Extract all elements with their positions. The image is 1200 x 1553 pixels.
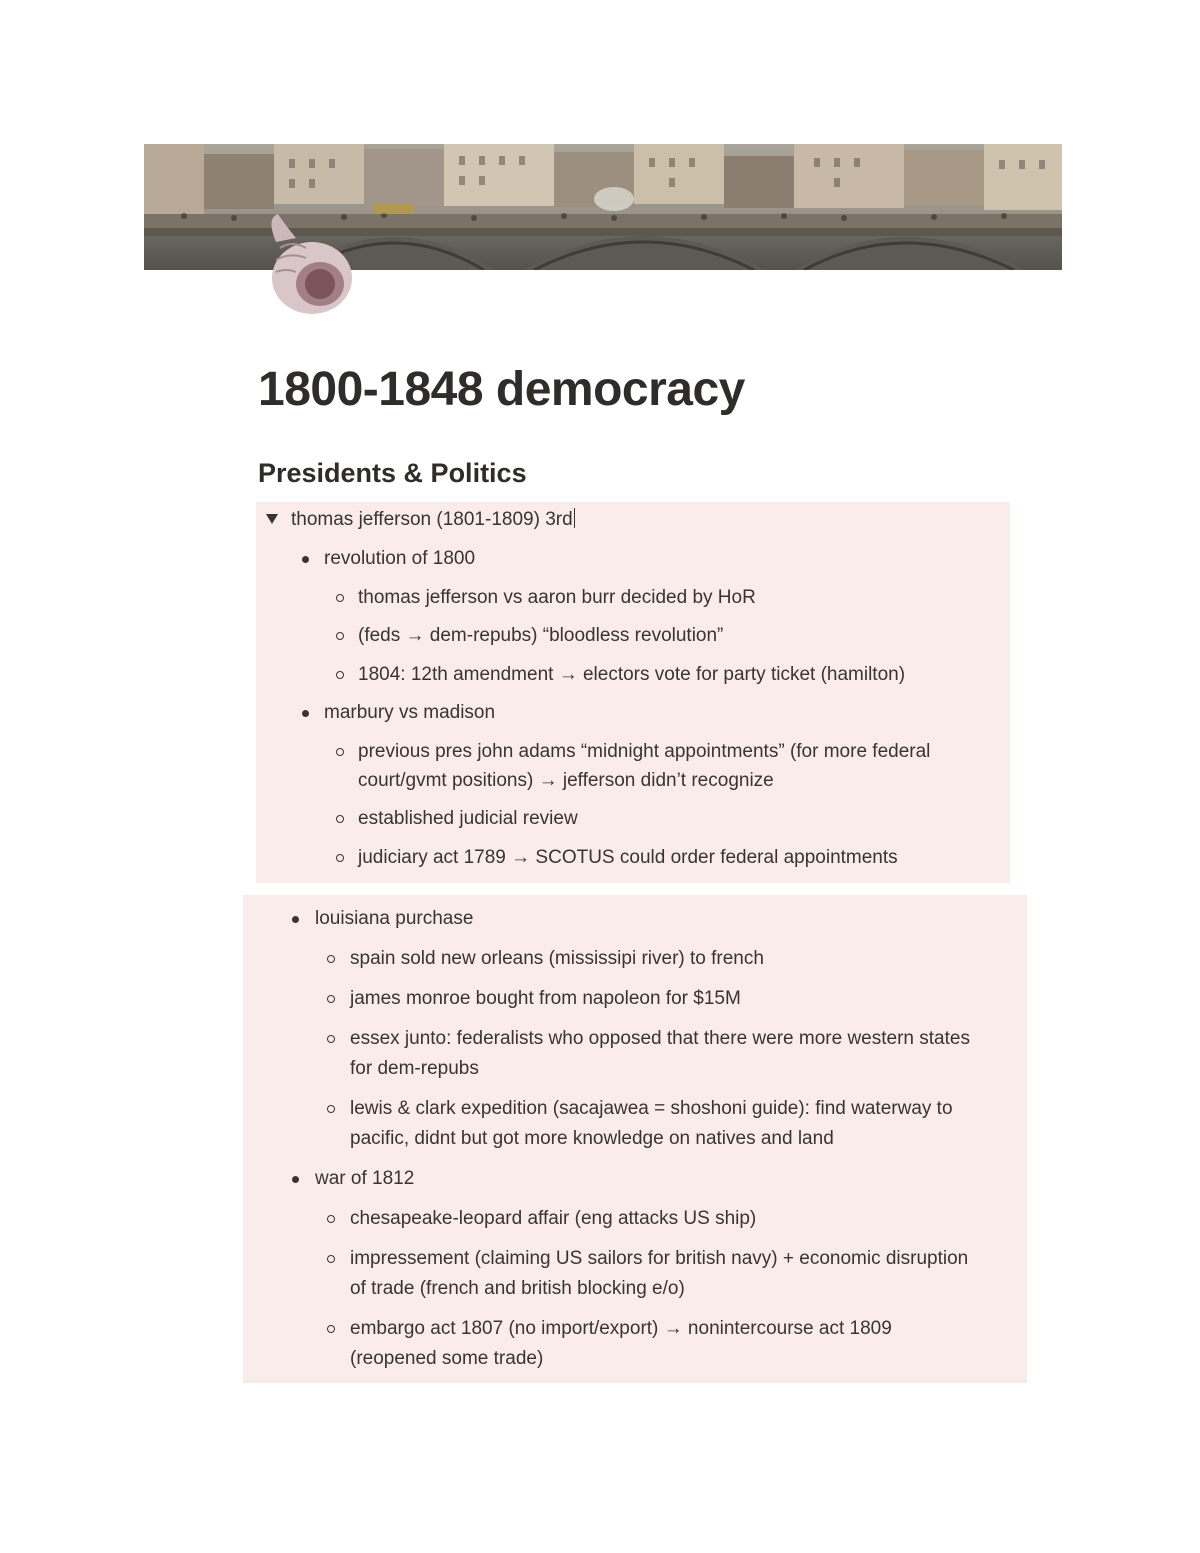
section-heading: Presidents & Politics [258,458,527,488]
list-item-continuation: pacific, didnt but got more knowledge on natives and land [350,1128,834,1149]
list-item-continuation: of trade (french and british blocking e/o) [350,1278,685,1299]
text-cursor [574,508,575,528]
list-item-continuation: court/gvmt positions) → jefferson didn’t recognize [358,770,774,791]
list-item-continuation: for dem-repubs [350,1058,479,1079]
spiral-shell-icon[interactable] [256,208,356,316]
toggle-heading[interactable]: thomas jefferson (1801-1809) 3rd [291,509,573,530]
toggle-triangle-icon[interactable] [266,514,278,524]
divider [243,1380,1027,1383]
page-title: 1800-1848 democracy [258,363,745,416]
list-item-continuation: (reopened some trade) [350,1348,544,1369]
